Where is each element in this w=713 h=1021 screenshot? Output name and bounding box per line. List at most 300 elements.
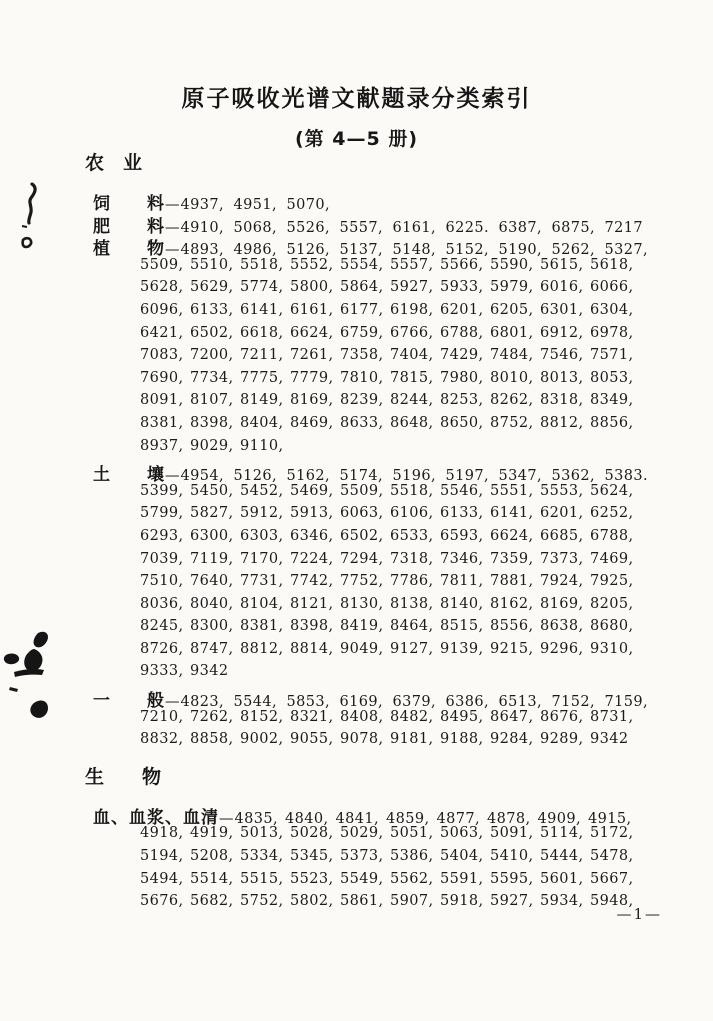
reference-number: 5070, — [286, 197, 331, 213]
reference-number: 8812, — [540, 414, 584, 431]
reference-number: 5566, — [440, 256, 484, 273]
reference-number: 5553, — [540, 482, 584, 499]
reference-number: 5676, — [140, 893, 184, 910]
reference-number: 6205, — [490, 301, 534, 318]
reference-number: 5029, — [340, 825, 384, 842]
reference-number: 6618, — [240, 324, 284, 341]
entry-first-line — [93, 803, 651, 826]
reference-number: 5137, — [339, 242, 384, 259]
reference-number: 4835, — [234, 810, 279, 827]
reference-number: 5383. — [604, 468, 649, 485]
reference-number: 5551, — [490, 482, 534, 499]
reference-number: 6096, — [140, 301, 184, 318]
reference-number: 5590, — [490, 256, 534, 273]
document-subtitle: (第 4—5 册) — [294, 128, 419, 150]
reference-number: 6978, — [590, 324, 634, 341]
reference-number: 5148, — [392, 242, 437, 259]
reference-number: 4909, — [537, 810, 582, 827]
reference-number: 8169, — [290, 392, 334, 409]
reference-number: 8408, — [340, 708, 384, 725]
reference-number: 4919, — [190, 825, 234, 842]
reference-number: 5091, — [490, 825, 534, 842]
page-number: —1— — [616, 905, 662, 923]
reference-number: 5208, — [190, 848, 234, 865]
reference-number: 4840, — [285, 810, 329, 827]
reference-number: 5327, — [604, 242, 649, 259]
entry-first-line — [93, 460, 651, 486]
reference-number: 6301, — [540, 301, 584, 318]
reference-number: 5196, — [392, 468, 437, 485]
reference-number: 5197, — [445, 468, 490, 485]
reference-number: 8464, — [390, 618, 434, 635]
reference-number: 7752, — [340, 573, 384, 590]
entry-continuation-line — [140, 370, 651, 393]
reference-number: 9342 — [590, 731, 629, 748]
reference-number: 5557, — [390, 256, 434, 273]
reference-number: 6133, — [190, 301, 234, 318]
reference-number: 5667, — [590, 870, 634, 887]
reference-number: 5628, — [140, 279, 184, 296]
reference-number: 8040, — [190, 595, 234, 612]
reference-number: 7690, — [140, 369, 184, 386]
reference-number: 8814, — [290, 640, 334, 657]
reference-number: 5510, — [190, 256, 234, 273]
reference-number: 6386, — [445, 694, 490, 711]
reference-number: 7881, — [490, 573, 534, 590]
reference-number: 5934, — [540, 893, 584, 910]
reference-number: 8010, — [490, 369, 534, 386]
reference-number: 8726, — [140, 640, 184, 657]
reference-number: 5918, — [440, 893, 484, 910]
reference-number: 7152, — [551, 694, 596, 711]
reference-number: 4986, — [233, 242, 278, 259]
reference-number: 6063, — [340, 505, 384, 522]
reference-number: 6169, — [339, 694, 384, 711]
entry-continuation-line — [140, 528, 651, 551]
entry-continuation-line — [140, 731, 651, 754]
reference-number: 6801, — [490, 324, 534, 341]
reference-number: 5624, — [590, 482, 634, 499]
reference-number: 8404, — [240, 414, 284, 431]
reference-number: 7469, — [590, 550, 634, 567]
reference-number: 8469, — [290, 414, 334, 431]
reference-number: 7571, — [590, 347, 634, 364]
section-heading: 生 物 — [85, 765, 162, 788]
reference-number: 8812, — [240, 640, 284, 657]
reference-number: 5013, — [240, 825, 284, 842]
reference-number: 5523, — [290, 870, 334, 887]
reference-number: 9342 — [190, 663, 229, 680]
reference-number: 7734, — [190, 369, 234, 386]
reference-number: 6201, — [540, 505, 584, 522]
index-content — [85, 150, 651, 916]
reference-number: 5799, — [140, 505, 184, 522]
reference-number: 5853, — [286, 694, 331, 711]
reference-number: 5514, — [190, 870, 234, 887]
reference-number: 8647, — [490, 708, 534, 725]
reference-number: 6685, — [540, 527, 584, 544]
reference-number: 5452, — [240, 482, 284, 499]
entry-label: 饲 料 — [93, 194, 165, 214]
reference-number: 6293, — [140, 527, 184, 544]
reference-number: 8515, — [440, 618, 484, 635]
reference-number: 6502, — [340, 527, 384, 544]
reference-number: 4877, — [436, 810, 481, 827]
reference-number: 5752, — [240, 893, 284, 910]
reference-number: 8349, — [590, 392, 634, 409]
reference-number: 8650, — [440, 414, 484, 431]
reference-number: 5861, — [340, 893, 384, 910]
reference-number: 7346, — [440, 550, 484, 567]
reference-number: 6513, — [498, 694, 543, 711]
reference-number: 9055, — [290, 731, 334, 748]
reference-number: 8495, — [440, 708, 484, 725]
entry-continuation-line — [140, 663, 651, 686]
reference-number: 8398, — [290, 618, 334, 635]
reference-number: 9215, — [490, 640, 534, 657]
reference-number: 6141, — [240, 301, 284, 318]
reference-number: 8856, — [590, 414, 634, 431]
reference-number: 6161, — [392, 219, 437, 236]
reference-number: 8053, — [590, 369, 634, 386]
reference-number: 6201, — [440, 301, 484, 318]
label-dash: — — [165, 197, 180, 213]
reference-number: 8680, — [590, 618, 634, 635]
label-dash: — — [165, 219, 180, 236]
reference-number: 4951, — [233, 197, 278, 213]
reference-number: 7775, — [240, 369, 284, 386]
reference-number: 6624, — [490, 527, 534, 544]
reference-number: 9296, — [540, 640, 584, 657]
reference-number: 7980, — [440, 369, 484, 386]
reference-number: 5864, — [340, 279, 384, 296]
reference-number: 5927, — [390, 279, 434, 296]
reference-number: 8169, — [540, 595, 584, 612]
reference-number: 7200, — [190, 347, 234, 364]
reference-number: 9002, — [240, 731, 284, 748]
reference-number: 8036, — [140, 595, 184, 612]
reference-number: 5774, — [240, 279, 284, 296]
reference-number: 7170, — [240, 550, 284, 567]
entry-first-line — [93, 212, 651, 235]
reference-number: 6066, — [590, 279, 634, 296]
reference-number: 8747, — [190, 640, 234, 657]
reference-number: 4878, — [487, 810, 531, 827]
reference-number: 7211, — [240, 347, 284, 364]
reference-number: 6387, — [498, 219, 543, 236]
reference-number: 6161, — [290, 301, 334, 318]
reference-number: 5068, — [233, 219, 278, 236]
reference-number: 8482, — [390, 708, 434, 725]
reference-number: 5615, — [540, 256, 584, 273]
entry-continuation-line — [140, 825, 651, 848]
reference-number: 6303, — [240, 527, 284, 544]
reference-number: 8858, — [190, 731, 234, 748]
entry-continuation-line — [140, 325, 651, 348]
reference-number: 6141, — [490, 505, 534, 522]
reference-number: 5557, — [339, 219, 384, 236]
reference-number: 4859, — [386, 810, 430, 827]
entry-continuation-line — [140, 302, 651, 325]
reference-number: 6379, — [392, 694, 437, 711]
reference-number: 7810, — [340, 369, 384, 386]
reference-number: 5362, — [551, 468, 596, 485]
reference-number: 8832, — [140, 731, 184, 748]
reference-number: 5152, — [445, 242, 490, 259]
reference-number: 9127, — [390, 640, 434, 657]
reference-number: 6300, — [190, 527, 234, 544]
reference-number: 8239, — [340, 392, 384, 409]
reference-number: 8140, — [440, 595, 484, 612]
entry-continuation-line — [140, 279, 651, 302]
reference-number: 4915, — [588, 810, 632, 827]
reference-number: 5618, — [590, 256, 634, 273]
reference-number: 6198, — [390, 301, 434, 318]
reference-number: 5544, — [233, 694, 278, 711]
entry-continuation-line — [140, 483, 651, 506]
reference-number: 8633, — [340, 414, 384, 431]
reference-number: 9181, — [390, 731, 434, 748]
reference-number: 5591, — [440, 870, 484, 887]
reference-number: 8138, — [390, 595, 434, 612]
reference-number: 6593, — [440, 527, 484, 544]
reference-number: 7786, — [390, 573, 434, 590]
reference-number: 8321, — [290, 708, 334, 725]
reference-number: 7924, — [540, 573, 584, 590]
reference-number: 5552, — [290, 256, 334, 273]
reference-number: 9310, — [590, 640, 634, 657]
reference-number: 8676, — [540, 708, 584, 725]
reference-number: 5063, — [440, 825, 484, 842]
reference-number: 5126, — [286, 242, 331, 259]
reference-number: 7224, — [290, 550, 334, 567]
reference-number: 8152, — [240, 708, 284, 725]
entry-continuation-line — [140, 709, 651, 732]
reference-number: 5802, — [290, 893, 334, 910]
reference-number: 7294, — [340, 550, 384, 567]
entry-first-line — [93, 234, 651, 260]
reference-number: 6133, — [440, 505, 484, 522]
reference-number: 9284, — [490, 731, 534, 748]
reference-number: 8121, — [290, 595, 334, 612]
reference-number: 5190, — [498, 242, 543, 259]
reference-number: 5933, — [440, 279, 484, 296]
reference-number: 7318, — [390, 550, 434, 567]
reference-number: 7119, — [190, 550, 234, 567]
reference-number: 8937, — [140, 437, 184, 454]
reference-number: 4937, — [180, 197, 225, 213]
reference-number: 7404, — [390, 347, 434, 364]
reference-number: 6766, — [390, 324, 434, 341]
reference-number: 5345, — [290, 848, 334, 865]
reference-number: 6875, — [551, 219, 596, 236]
reference-number: 6177, — [340, 301, 384, 318]
reference-number: 7510, — [140, 573, 184, 590]
reference-number: 9139, — [440, 640, 484, 657]
entry-label: 血、血浆、血清 — [93, 807, 219, 828]
reference-number: 5912, — [240, 505, 284, 522]
reference-number: 8162, — [490, 595, 534, 612]
entry-continuation-line — [140, 392, 651, 415]
entry-first-line — [93, 686, 651, 712]
reference-number: 7039, — [140, 550, 184, 567]
reference-number: 5410, — [490, 848, 534, 865]
reference-number: 8149, — [240, 392, 284, 409]
reference-number: 4893, — [180, 242, 225, 259]
reference-number: 4823, — [180, 694, 225, 711]
reference-number: 5373, — [340, 848, 384, 865]
reference-number: 8262, — [490, 392, 534, 409]
reference-number: 5386, — [390, 848, 434, 865]
reference-number: 6788, — [590, 527, 634, 544]
reference-number: 5629, — [190, 279, 234, 296]
entry-label: 土 壤 — [93, 465, 165, 486]
reference-number: 7742, — [290, 573, 334, 590]
reference-number: 5051, — [390, 825, 434, 842]
reference-number: 4841, — [335, 810, 380, 827]
reference-number: 7262, — [190, 708, 234, 725]
reference-number: 8648, — [390, 414, 434, 431]
reference-number: 8381, — [140, 414, 184, 431]
reference-number: 7373, — [540, 550, 584, 567]
reference-number: 8091, — [140, 392, 184, 409]
reference-number: 5347, — [498, 468, 543, 485]
entry-continuation-line — [140, 848, 651, 871]
reference-number: 5028, — [290, 825, 334, 842]
reference-number: 5469, — [290, 482, 334, 499]
reference-number: 6912, — [540, 324, 584, 341]
reference-number: 7546, — [540, 347, 584, 364]
reference-number: 7083, — [140, 347, 184, 364]
reference-number: 5450, — [190, 482, 234, 499]
reference-number: 7429, — [440, 347, 484, 364]
reference-number: 8205, — [590, 595, 634, 612]
ink-smudge-top-left — [10, 182, 50, 262]
entry-continuation-line — [140, 871, 651, 894]
reference-number: 5682, — [190, 893, 234, 910]
reference-number: 9029, — [190, 437, 234, 454]
reference-number: 5827, — [190, 505, 234, 522]
entry-continuation-line — [140, 347, 651, 370]
reference-number: 5194, — [140, 848, 184, 865]
entry-continuation-line — [140, 641, 651, 664]
reference-number: 8731, — [590, 708, 634, 725]
reference-number: 5549, — [340, 870, 384, 887]
reference-number: 5174, — [339, 468, 384, 485]
reference-number: 5907, — [390, 893, 434, 910]
reference-number: 7261, — [290, 347, 334, 364]
reference-number: 6106, — [390, 505, 434, 522]
label-dash: — — [165, 694, 180, 711]
label-dash: — — [219, 810, 234, 827]
reference-number: 6533, — [390, 527, 434, 544]
reference-number: 5478, — [590, 848, 634, 865]
entry-continuation-line — [140, 415, 651, 438]
reference-number: 9110, — [240, 437, 284, 454]
reference-number: 5948, — [590, 893, 634, 910]
entry-first-line — [93, 189, 651, 212]
reference-number: 5172, — [590, 825, 634, 842]
reference-number: 9333, — [140, 663, 184, 680]
reference-number: 5546, — [440, 482, 484, 499]
reference-number: 5494, — [140, 870, 184, 887]
reference-number: 8245, — [140, 618, 184, 635]
reference-number: 6304, — [590, 301, 634, 318]
reference-number: 7359, — [490, 550, 534, 567]
reference-number: 8381, — [240, 618, 284, 635]
reference-number: 5515, — [240, 870, 284, 887]
reference-number: 7779, — [290, 369, 334, 386]
reference-number: 7358, — [340, 347, 384, 364]
entry-label: 一 般 — [93, 691, 165, 712]
reference-number: 7731, — [240, 573, 284, 590]
reference-number: 5399, — [140, 482, 184, 499]
reference-number: 5162, — [286, 468, 331, 485]
reference-number: 8752, — [490, 414, 534, 431]
reference-number: 5601, — [540, 870, 584, 887]
reference-number: 8244, — [390, 392, 434, 409]
reference-number: 7925, — [590, 573, 634, 590]
index-section — [85, 764, 651, 916]
reference-number: 5913, — [290, 505, 334, 522]
reference-number: 7815, — [390, 369, 434, 386]
reference-number: 6252, — [590, 505, 634, 522]
reference-number: 5927, — [490, 893, 534, 910]
reference-number: 5509, — [140, 256, 184, 273]
reference-number: 7811, — [440, 573, 484, 590]
reference-number: 6502, — [190, 324, 234, 341]
entry-continuation-line — [140, 596, 651, 619]
entry-continuation-line — [140, 893, 651, 916]
reference-number: 5554, — [340, 256, 384, 273]
reference-number: 9289, — [540, 731, 584, 748]
label-dash: — — [165, 242, 180, 259]
entry-label: 植 物 — [93, 239, 165, 260]
reference-number: 7210, — [140, 708, 184, 725]
reference-number: 7484, — [490, 347, 534, 364]
entry-label: 肥 料 — [93, 216, 165, 237]
reference-number: 4954, — [180, 468, 225, 485]
reference-number: 6421, — [140, 324, 184, 341]
entry-continuation-line — [140, 438, 651, 461]
reference-number: 8253, — [440, 392, 484, 409]
reference-number: 5509, — [340, 482, 384, 499]
reference-number: 7217 — [604, 219, 644, 236]
reference-number: 5526, — [286, 219, 331, 236]
reference-number: 6759, — [340, 324, 384, 341]
section-heading: 农 业 — [85, 152, 143, 174]
reference-number: 5595, — [490, 870, 534, 887]
reference-number: 8556, — [490, 618, 534, 635]
reference-number: 8300, — [190, 618, 234, 635]
entry-continuation-line — [140, 505, 651, 528]
entry-continuation-line — [140, 257, 651, 280]
entry-continuation-line — [140, 573, 651, 596]
reference-number: 5114, — [540, 825, 584, 842]
ink-smudge-left-margin — [0, 625, 66, 730]
index-section — [85, 150, 651, 754]
reference-number: 8398, — [190, 414, 234, 431]
reference-number: 8104, — [240, 595, 284, 612]
reference-number: 8638, — [540, 618, 584, 635]
reference-number: 5444, — [540, 848, 584, 865]
reference-number: 6624, — [290, 324, 334, 341]
reference-number: 8318, — [540, 392, 584, 409]
reference-number: 5518, — [390, 482, 434, 499]
reference-number: 8130, — [340, 595, 384, 612]
reference-number: 9188, — [440, 731, 484, 748]
document-title: 原子吸收光谱文献题录分类索引 — [181, 86, 532, 112]
